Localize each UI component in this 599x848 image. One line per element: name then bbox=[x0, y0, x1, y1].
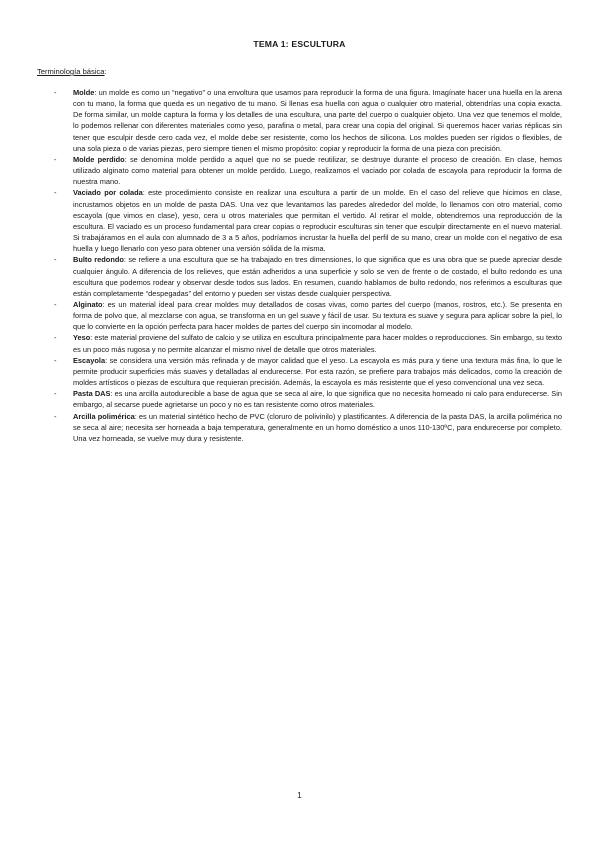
bullet-dash: - bbox=[54, 333, 57, 343]
term-name: Vaciado por colada bbox=[73, 188, 143, 198]
bullet-dash: - bbox=[54, 88, 57, 97]
bullet-dash: - bbox=[54, 355, 57, 365]
term-name: Alginato bbox=[73, 299, 103, 309]
bullet-dash: - bbox=[54, 299, 57, 309]
term-name: Molde bbox=[73, 88, 95, 97]
term-definition: : es un material ideal para crear moldes muy detallados de cosas vivas, como partes del cuerpo (manos, rostros, etc.). Se presenta en forma de polvo que, al mezclarse con agua, se transforma en un gel suave y fácil de usar. Su textura es suave y segura para aplicar sobre la piel, lo que lo convierte en la opción perfecta para hacer moldes de partes del cuerpo sin incomodar al modelo. bbox=[73, 299, 562, 332]
term-name: Molde perdido bbox=[73, 154, 125, 164]
term-name: Escayola bbox=[73, 355, 106, 365]
list-item bbox=[36, 411, 562, 444]
section-heading bbox=[37, 66, 107, 77]
list-item bbox=[36, 187, 562, 254]
term-name: Yeso bbox=[73, 333, 91, 343]
section-heading-colon: : bbox=[104, 67, 107, 76]
list-item bbox=[36, 154, 562, 187]
list-item bbox=[36, 254, 562, 299]
bullet-dash: - bbox=[54, 188, 57, 198]
term-definition: : es una arcilla autodurecible a base de agua que se seca al aire, lo que significa que no necesita horneado ni calo para endurecerse. Sin embargo, al secarse puede agrietarse un poco y no es tan resistente como otros materiales. bbox=[73, 389, 562, 410]
term-definition: : se refiere a una escultura que se ha trabajado en tres dimensiones, lo que significa que es una obra que se puede apreciar desde cualquier ángulo. A diferencia de los relieves, que están adheridos a una superficie y solo se ven de frente o de costado, el bulto redondo es una escultura que podemos rodear y observar desde todos sus lados. En resumen, cuando hablamos de bulto redondo, nos referimos a esculturas que están completamente “despegadas” del entorno y pueden ser vistas desde cualquier perspectiva. bbox=[73, 255, 562, 298]
list-item bbox=[36, 87, 562, 154]
term-definition: : un molde es como un “negativo” o una envoltura que usamos para reproducir la forma de una figura. Imagínate hacer una huella en la arena con tu mano, la forma que queda es un negativo de tu mano. Si llenas esa huella con agua o cualquier otro material, obtendrías una copia exacta. De forma similar, un molde captura la forma y los detalles de una escultura, una parte del cuerpo o cualquier objeto. Una vez que tenemos el molde, lo podemos rellenar con diferentes materiales como yeso, parafina o metal, para crear una copia del original. Si queremos hacer varias réplicas sin tener que esculpir desde cero cada vez, el molde debe ser resistente, como los hechos de silicona. Los moldes pueden ser rígidos o flexibles, de una sola pieza o de varias piezas, pero siempre tienen el mismo propósito: copiar y reproducir la forma de una pieza con precisión. bbox=[73, 88, 562, 153]
bullet-dash: - bbox=[54, 255, 57, 265]
term-definition: : es un material sintético hecho de PVC (cloruro de polivinilo) y plastificantes. A diferencia de la pasta DAS, la arcilla polimérica no se seca al aire; necesita ser horneada a baja temperatura, generalmente en un horno doméstico a unos 110-130ºC, para endurecerse por completo. Una vez horneada, se vuelve muy dura y resistente. bbox=[73, 411, 562, 443]
document-title: TEMA 1: ESCULTURA bbox=[253, 39, 346, 49]
term-definition: : este material proviene del sulfato de calcio y se utiliza en escultura principalmente para hacer moldes o reproducciones. Sin embargo, su texto es un poco más rugosa y no permite alcanzar el mismo nivel de detalle que otros materiales. bbox=[73, 333, 562, 354]
term-name: Arcilla polimérica bbox=[73, 411, 135, 421]
bullet-dash: - bbox=[54, 154, 57, 164]
term-name: Pasta DAS bbox=[73, 389, 111, 399]
section-heading-text: Terminología básica bbox=[37, 67, 105, 76]
term-name: Bulto redondo bbox=[73, 255, 124, 265]
bullet-dash: - bbox=[54, 389, 57, 399]
terminology-list bbox=[36, 87, 562, 444]
list-item bbox=[36, 332, 562, 354]
term-definition: : este procedimiento consiste en realizar una escultura a partir de un molde. En el caso del relieve que hicimos en clase, incrustamos objetos en un molde de pasta DAS. Una vez que levantamos las paredes alrededor del molde, lo llenamos con otro material, como escayola (que vimos en clase), yeso, cera u otros materiales que permitan el vertido. Al retirar el molde, obtendremos una reproducción de la escultura. El vaciado es un proceso fundamental para crear copias o reproducir esculturas sin tener que esculpir directamente en el nuevo material. Si trabajáramos en el aula con alumnado de 3 a 5 años, podríamos incrustar la huella del perfil de su mano, crear un molde con el negativo de esa huella y luego llenarlo con yeso para obtener una versión sólida de la misma. bbox=[73, 188, 562, 254]
term-definition: : se considera una versión más refinada y de mayor calidad que el yeso. La escayola es más pura y tiene una textura más fina, lo que le permite producir superficies más suaves y detalladas al endurecerse. Por esta razón, se prefiere para trabajos más delicados, como la creación de moldes artísticos o piezas de escultura que requieran precisión. Además, la escayola es más resistente que el yeso convencional una vez seca. bbox=[73, 355, 562, 388]
term-definition: : se denomina molde perdido a aquel que no se puede reutilizar, se destruye durante el proceso de creación. En clase, hemos utilizado alginato como material para obtener un molde perdido. Luego, realizamos el vaciado por colada de escayola para reproducir la forma de nuestra mano. bbox=[73, 154, 562, 187]
bullet-dash: - bbox=[54, 411, 57, 421]
list-item bbox=[36, 299, 562, 332]
list-item bbox=[36, 388, 562, 410]
page-number: 1 bbox=[297, 791, 302, 800]
list-item bbox=[36, 355, 562, 388]
